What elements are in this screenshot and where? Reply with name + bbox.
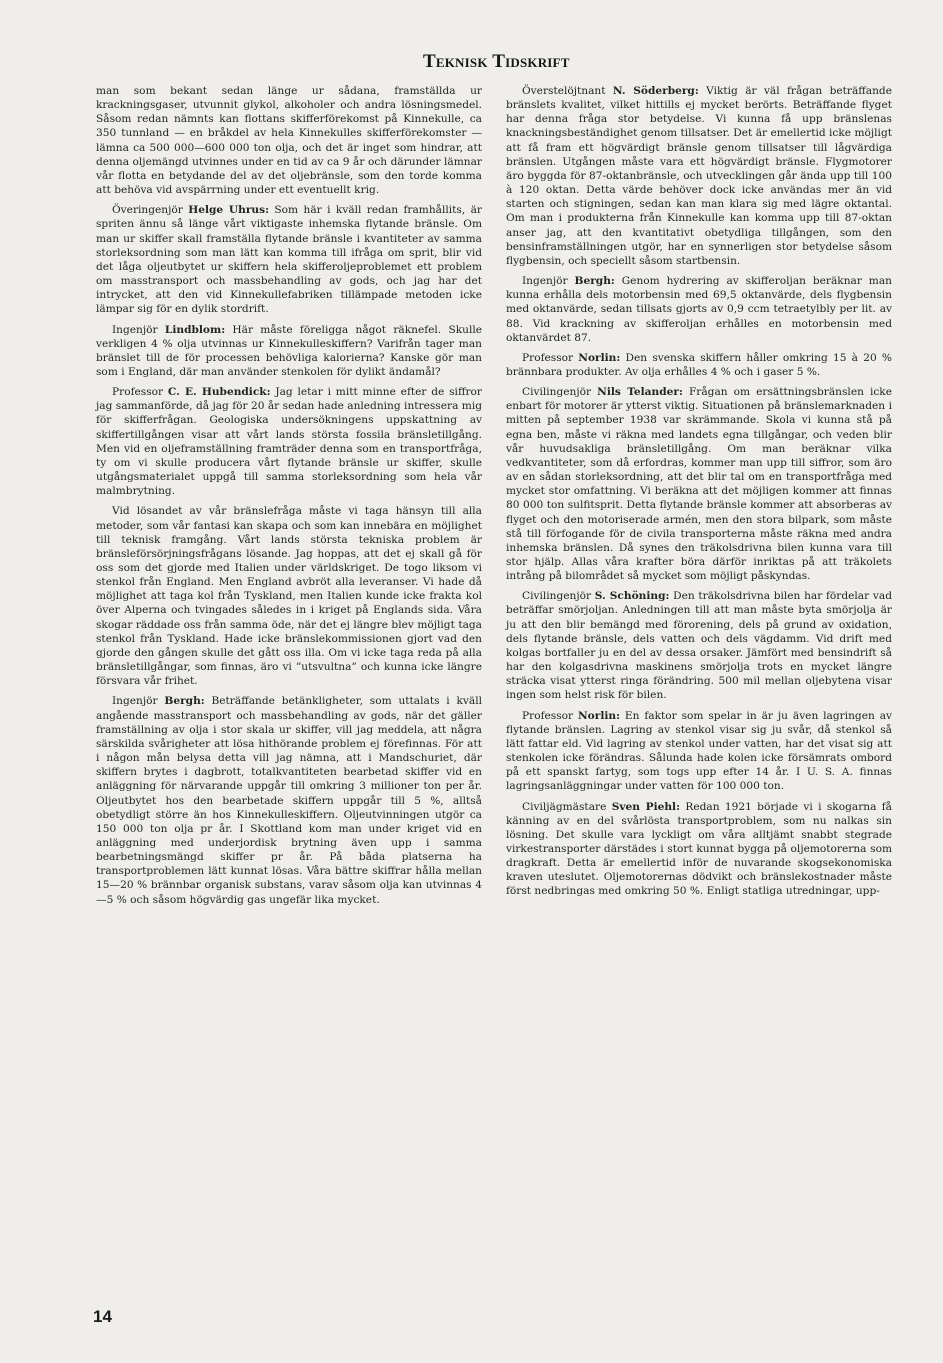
paragraph-text: Här måste föreligga något räknefel. Skulle verkligen 4 % olja utvinnas ur Kinnekulleskiffern? Varifrån tager man bränslet till de för processen behövliga kalorierna? Kanske gör man som i England, där man använder stenkolen för dylikt ändamål? — [96, 323, 482, 378]
paragraph — [506, 351, 892, 379]
paragraph-text: Frågan om ersättningsbränslen icke enbart för motorer är ytterst viktig. Situationen på bränslemarknaden i mitten på september 1938 var skrämmande. Skola vi kunna stå på egna ben, måste vi räkna med landets egna tillgångar, och veden blir vår huvudsakliga bränsletillgång. Om man beräknar vilka vedkvantiteter, som då erfordras, kommer man upp till siffror, som äro av en sådan storleksordning, att det blir tal om en transportfråga med mycket stor omfattning. Vi beräkna att det möjligen kommer att finnas 80 000 ton sulfitsprit. Detta flytande bränsle kommer att absorberas av flyget och den motoriserade armén, men den stora bilpark, som måste stå till förfogande för de civila transporterna måste räkna med andra inhemska bränslen. Då synes den träkolsdrivna bilen kunna vara till stor hjälp. Allas våra krafter böra därför inriktas på att träkolets intrång på bilområdet så mycket som möjligt påskyndas. — [506, 386, 892, 583]
speaker-title: Ingenjör — [112, 695, 165, 708]
right-column — [506, 84, 892, 905]
paragraph — [506, 709, 892, 794]
speaker-name: C. E. Hubendick: — [167, 386, 271, 399]
paragraph-text: Som här i kväll redan framhållits, är spriten ännu så länge vårt viktigaste inhemska flytande bränsle. Om man ur skiffer skall framställa flytande bränsle i kvantiteter av samma storleksordning som man lätt kan komma till ifråga om sprit, blir vid det låga oljeutbytet ur skiffern hela skifferoljeproblemet ett problem om masstransport och massbehandling av gods, och jag har det intrycket, att den vid Kinnekullefabriken tillämpade metoden icke lämpar sig för en dylik stordrift. — [96, 204, 482, 316]
speaker-title: Överingenjör — [112, 204, 189, 217]
paragraph — [506, 84, 892, 268]
paragraph — [96, 504, 482, 688]
paragraph-text: Genom hydrering av skifferoljan beräknar man kunna erhålla dels motorbensin med 69,5 oktanvärde, dels flygbensin med oktanvärde, sedan tillsats gjorts av 0,9 ccm tetraetylbly per lit. av 88. Vid krackning av skifferoljan erhålles en motorbensin med oktanvärdet 87. — [506, 275, 892, 344]
page-number: 14 — [93, 1307, 112, 1326]
speaker-title: Ingenjör — [522, 275, 575, 288]
speaker-name: Norlin: — [578, 351, 621, 364]
paragraph-text: Beträffande betänkligheter, som uttalats i kväll angående masstransport och massbehandling av gods, när det gäller framställning av olja i stor skala ur skiffer, vill jag meddela, att några särskilda svårigheter att lösa hithörande problem ej förefinnas. För att i någon mån belysa detta vill jag nämna, att i Mandschuriet, där skiffern brytes i dagbrott, totalkvantiteten bearbetad skiffer vid en anläggning för närvarande uppgår till omkring 3 millioner ton per år. Oljeutbytet hos den bearbetade skiffern uppgår till 5 %, alltså obetydligt större än hos Kinnekulleskiffern. Oljeutvinningen utgör ca 150 000 ton olja pr år. I Skottland kom man under kriget vid en anläggning med underjordisk brytning även upp i samma bearbetningsmängd skiffer pr år. På båda platserna ha transportproblemen lätt kunnat lösas. Våra bättre skiffrar hålla mellan 15—20 % brännbar organisk substans, varav såsom olja kan utvinnas 4—5 % och såsom högvärdig gas ungefär lika mycket. — [96, 695, 482, 906]
paragraph — [506, 800, 892, 899]
speaker-title: Ingenjör — [112, 323, 165, 336]
left-column — [96, 84, 482, 913]
speaker-title: Överstelöjtnant — [522, 85, 613, 97]
paragraph — [96, 323, 482, 380]
speaker-title: Civilingenjör — [522, 386, 598, 399]
speaker-name: Bergh: — [164, 695, 205, 708]
journal-masthead: Teknisk Tidskrift — [423, 51, 570, 72]
paragraph-text: man som bekant sedan länge ur sådana, framställda ur krackningsgaser, utvunnit glykol, alkoholer och andra lösningsmedel. Såsom redan nämnts kan flottans skifferförekomst på Kinnekulle, ca 350 tunnland — en bråkdel av hela Kinnekulles skifferförekomster — lämna ca 500 000—600 000 ton olja, och det är inget som hindrar, att denna oljemängd utvinnes under en tid av ca 9 år och därunder lämnar vår flotta en betydande del av det oljebränsle, som den torde komma att behöva vid avspärrning under ett eventuellt krig. — [96, 85, 482, 197]
paragraph — [96, 203, 482, 316]
paragraph-text: Jag letar i mitt minne efter de siffror jag sammanförde, då jag för 20 år sedan hade anledning intressera mig för skifferfrågan. Geologiska undersökningens uppskattning av skiffertillgången visar att vårt lands största fossila bränsletillgång. Men vid en oljeframställning framträder denna som en transportfråga, ty om vi skulle producera vårt flytande bränsle ur skiffer, skulle utgångsmaterialet uppgå till samma storleksordning som hela vår malmbrytning. — [96, 386, 482, 498]
paragraph — [506, 589, 892, 702]
speaker-title: Professor — [522, 351, 579, 364]
speaker-name: S. Schöning: — [594, 590, 670, 603]
speaker-title: Professor — [112, 386, 168, 399]
paragraph-text: Viktig är väl frågan beträffande bränslets kvalitet, vilket hittills ej mycket berörts. Beträffande flyget har denna fråga stor betydelse. Vi kunna få upp bränslenas knackningsbeständighet genom tillsatser. Det är emellertid icke möjligt att få fram ett högvärdigt bränsle genom tillsatser till lågvärdiga bränslen. Utgången måste vara ett högvärdigt bränsle. Flygmotorer äro byggda för 87-oktanbränsle, och utvecklingen går ända upp till 100 à 120 oktan. Detta värde behöver dock icke användas mer än vid starten och stigningen, sedan kan man klara sig med lägre oktantal. Om man i produkterna från Kinnekulle kan komma upp till 87-oktan anser jag, att den kvantitativt obetydliga tillgången, som den bensinframställningen utgör, har en synnerligen stor betydelse såsom flygbensin, och speciellt såsom startbensin. — [506, 85, 892, 267]
speaker-name: Bergh: — [574, 275, 615, 288]
paragraph — [96, 694, 482, 906]
speaker-name: Nils Telander: — [597, 386, 683, 399]
speaker-title: Professor — [522, 709, 578, 722]
paragraph-text: Redan 1921 började vi i skogarna få känning av en del svårlösta transportproblem, som nu nalkas sin lösning. Det skulle vara lyckligt om våra alltjämt snabbt stegrade virkestransporter därstädes i stort kunnat bygga på oljemotorerna som dragkraft. Detta är emellertid inför de nuvarande skogsekonomiska kraven uteslutet. Oljemotorernas dödvikt och bränslekostnader måste först nedbringas med omkring 50 %. Enligt statliga utredningar, upp- — [506, 800, 892, 898]
speaker-title: Civilingenjör — [522, 590, 595, 603]
speaker-name: N. Söderberg: — [612, 85, 699, 97]
paragraph — [506, 385, 892, 583]
speaker-name: Lindblom: — [164, 323, 226, 336]
paragraph-text: Vid lösandet av vår bränslefråga måste vi taga hänsyn till alla metoder, som vår fantasi kan skapa och som kan innebära en möjlighet till teknisk framgång. Vårt lands största tekniska problem är bränsleförsörjningsfrågans lösande. Jag hoppas, att det ej skall gå för oss som det gjorde med Italien under världskriget. De togo liksom vi stenkol från England. Men England avbröt alla leveranser. Vi hade då möjlighet att taga kol från Tyskland, men Italien kunde icke frakta kol över Alperna och tvingades således in i kriget på Englands sida. Våra skogar räddade oss från samma öde, när det ej längre blev möjligt taga stenkol från Tyskland. Hade icke bränslekommissionen gjort vad den gjorde den gången skulle det gått oss illa. Om vi icke taga reda på alla bränsletillgångar, som finnas, äro vi ”utsvultna” och kunna icke längre försvara vår frihet. — [96, 505, 482, 688]
speaker-name: Norlin: — [577, 709, 620, 722]
speaker-name: Sven Piehl: — [611, 800, 680, 813]
paragraph-text: Den träkolsdrivna bilen har fördelar vad beträffar smörjoljan. Anledningen till att man måste byta smörjolja är ju att den blir bemängd med förorening, dels på grund av oxidation, dels flytande bränsle, dels vatten och dels vägdamm. Vid drift med kolgas bortfaller ju en del av dessa orsaker. Jämfört med bensindrift så har den kolgasdrivna maskinens smörjolja trots en mycket längre sträcka visat ytterst ringa förändring. 500 mil mellan oljebytena visar ingen som helst risk för bilen. — [506, 590, 892, 702]
paragraph-text: En faktor som spelar in är ju även lagringen av flytande bränslen. Lagring av stenkol visar sig ju svår, då stenkol så lätt fattar eld. Vid lagring av stenkol under vatten, har det visat sig att stenkolen icke förändras. Sålunda hade kolen icke försämrats ombord på ett spanskt fartyg, som togs upp efter 14 år. I U. S. A. finnas lagringsanläggningar under vatten för 100 000 ton. — [506, 709, 892, 793]
speaker-name: Helge Uhrus: — [188, 204, 269, 217]
paragraph — [96, 84, 482, 197]
speaker-title: Civiljägmästare — [522, 800, 612, 813]
paragraph — [506, 274, 892, 345]
paragraph-text: Den svenska skiffern håller omkring 15 à 20 % brännbara produkter. Av olja erhålles 4 % och i gaser 5 %. — [506, 351, 892, 378]
paragraph — [96, 385, 482, 498]
